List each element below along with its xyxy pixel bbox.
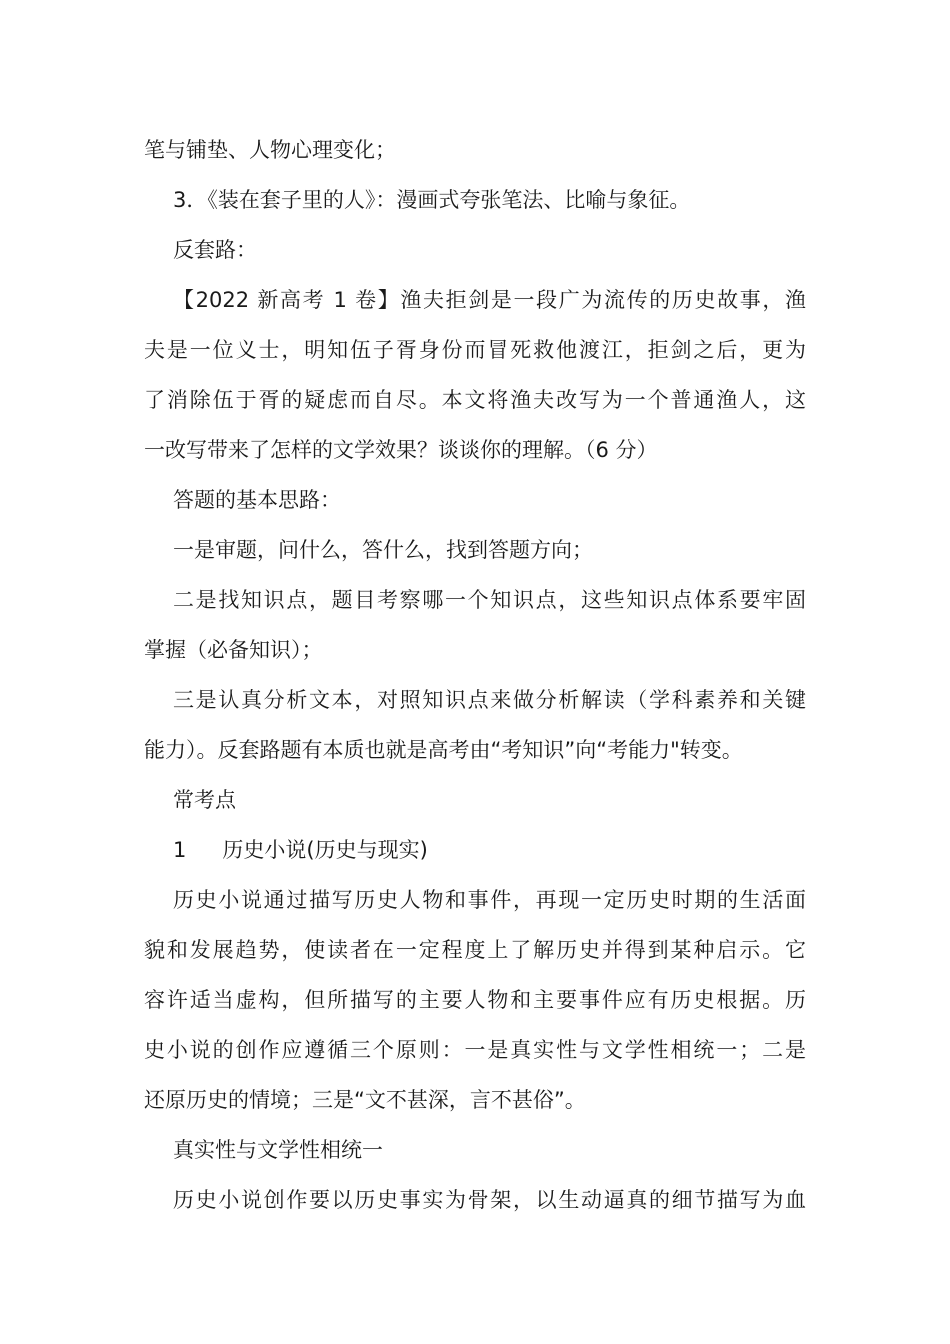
- section-label: 反套路：: [173, 238, 257, 262]
- text-line: 能力）。反套路题有本质也就是高考由“考知识”向“考能力"转变。: [144, 738, 743, 762]
- heading-text: 历史小说(历史与现实): [222, 838, 428, 862]
- text-line: 容许适当虚构，但所描写的主要人物和主要事件应有历史根据。历: [144, 988, 806, 1012]
- text-line: 夫是一位义士，明知伍子胥身份而冒死救他渡江，拒剑之后，更为: [144, 338, 806, 362]
- text-line: 3．《装在套子里的人》：漫画式夸张笔法、比喻与象征。: [173, 188, 691, 212]
- section-label: 真实性与文学性相统一: [173, 1138, 383, 1162]
- heading-number: 1: [173, 838, 187, 862]
- text-line: 还原历史的情境；三是“文不甚深，言不甚俗”。: [144, 1088, 586, 1112]
- text-line: 历史小说创作要以历史事实为骨架，以生动逼真的细节描写为血: [173, 1188, 806, 1212]
- text-line: 二是找知识点，题目考察哪一个知识点，这些知识点体系要牢固: [173, 588, 806, 612]
- numbered-heading: [144, 825, 806, 875]
- text-line: 一改写带来了怎样的文学效果？谈谈你的理解。（6 分）: [144, 438, 658, 462]
- text-line: 史小说的创作应遵循三个原则：一是真实性与文学性相统一；二是: [144, 1038, 806, 1062]
- section-label: 常考点: [173, 788, 236, 812]
- text-line: 貌和发展趋势，使读者在一定程度上了解历史并得到某种启示。它: [144, 938, 806, 962]
- text-line: 笔与铺垫、人物心理变化；: [144, 138, 396, 162]
- section-label: 答题的基本思路：: [173, 488, 341, 512]
- text-line: 三是认真分析文本，对照知识点来做分析解读（学科素养和关键: [173, 688, 806, 712]
- text-line: 一是审题，问什么，答什么，找到答题方向；: [173, 538, 593, 562]
- text-line: 历史小说通过描写历史人物和事件，再现一定历史时期的生活面: [173, 888, 806, 912]
- document-page: [144, 125, 806, 1225]
- text-line: 掌握（必备知识）；: [144, 638, 323, 662]
- text-line: 【2022 新高考 1 卷】渔夫拒剑是一段广为流传的历史故事，渔: [173, 288, 806, 312]
- text-line: 了消除伍于胥的疑虑而自尽。本文将渔夫改写为一个普通渔人，这: [144, 388, 806, 412]
